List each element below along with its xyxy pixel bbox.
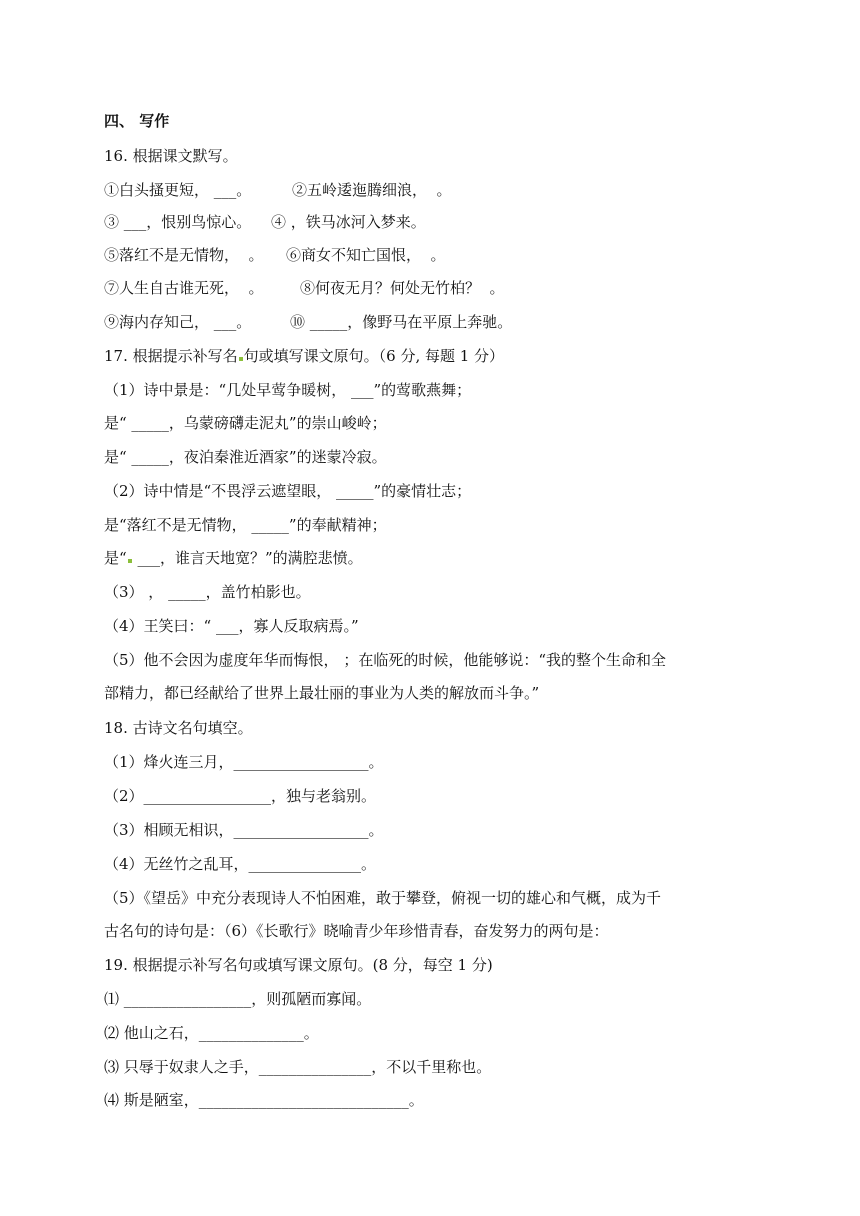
q16-row-3-left: ⑤落红不是无情物， 。 (104, 246, 264, 264)
q18-line-3: （3）相顾无相识，__________________。 (104, 821, 384, 839)
q17-line-7: （3） ， _____，盖竹柏影也。 (104, 583, 311, 601)
q16-row-2-left: ③ ___，恨别鸟惊心。 (104, 213, 252, 231)
q16-row-5-left: ⑨海内存知己， ___。 (104, 313, 252, 331)
q18-title: 18. 古诗文名句填空。 (104, 719, 253, 737)
q16-row-4-left: ⑦人生自古谁无死， 。 (104, 279, 264, 297)
section-title: 四、 写作 (104, 112, 170, 130)
q18-line-6: 古名句的诗句是：（6）《长歌行》晓喻青少年珍惜青春，奋发努力的两句是： (104, 922, 609, 940)
q17-line-5: 是“落红不是无情物， _____”的奉献精神； (104, 516, 387, 534)
q19-line-2: ⑵ 他山之石，______________。 (104, 1024, 319, 1042)
q16-row-1-right: ②五岭逶迤腾细浪， 。 (292, 181, 452, 199)
q19-line-4: ⑷ 斯是陋室，____________________________。 (104, 1091, 424, 1109)
q17-line-3: 是“ _____，夜泊秦淮近酒家”的迷蒙冷寂。 (104, 448, 387, 466)
q17-line-4: （2）诗中情是“不畏浮云遮望眼， _____”的豪情壮志； (104, 482, 472, 500)
q16-row-4-right: ⑧何夜无月？何处无竹柏？ 。 (300, 279, 505, 297)
q18-line-2: （2）_________________，独与老翁别。 (104, 787, 377, 805)
q18-line-5: （5）《望岳》中充分表现诗人不怕困难，敢于攀登，俯视一切的雄心和气概，成为千 (104, 889, 662, 907)
q16-row-2-right: ④ ，铁马冰河入梦来。 (271, 213, 426, 231)
q17-title: 17. 根据提示补写名 句或填写课文原句。（6 分, 每题 1 分） (104, 347, 505, 365)
q16-title: 16. 根据课文默写。 (104, 147, 238, 165)
stray-mark (239, 357, 243, 361)
q16-row-3-right: ⑥商女不知亡国恨， 。 (286, 246, 446, 264)
q17-line-2: 是“ _____，乌蒙磅礴走泥丸”的崇山峻岭； (104, 414, 387, 432)
q19-line-3: ⑶ 只辱于奴隶人之手，_______________，不以千里称也。 (104, 1058, 492, 1076)
stray-mark (128, 559, 132, 563)
q16-row-5-right: ⑩ _____，像野马在平原上奔驰。 (290, 313, 513, 331)
q19-title: 19. 根据提示补写名句或填写课文原句。(8 分，每空 1 分) (104, 956, 493, 974)
q17-line-8: （4）王笑曰：“ ___，寡人反取病焉。” (104, 617, 359, 635)
q19-line-1: ⑴ _________________，则孤陋而寡闻。 (104, 990, 372, 1008)
q17-line-10: 部精力，都已经献给了世界上最壮丽的事业为人类的解放而斗争。” (104, 684, 540, 702)
q17-line-1: （1）诗中景是：“几处早莺争暖树， ___”的莺歌燕舞； (104, 381, 472, 399)
q18-line-4: （4）无丝竹之乱耳，_______________。 (104, 855, 377, 873)
q17-line-9: （5）他不会因为虚度年华而悔恨， ；在临死的时候，他能够说：“我的整个生命和全 (104, 651, 666, 669)
q17-line-6: 是“ ___，谁言天地宽？”的满腔悲愤。 (104, 549, 363, 567)
q16-row-1-left: ①白头搔更短， ___。 (104, 181, 252, 199)
q18-line-1: （1）烽火连三月，__________________。 (104, 753, 384, 771)
